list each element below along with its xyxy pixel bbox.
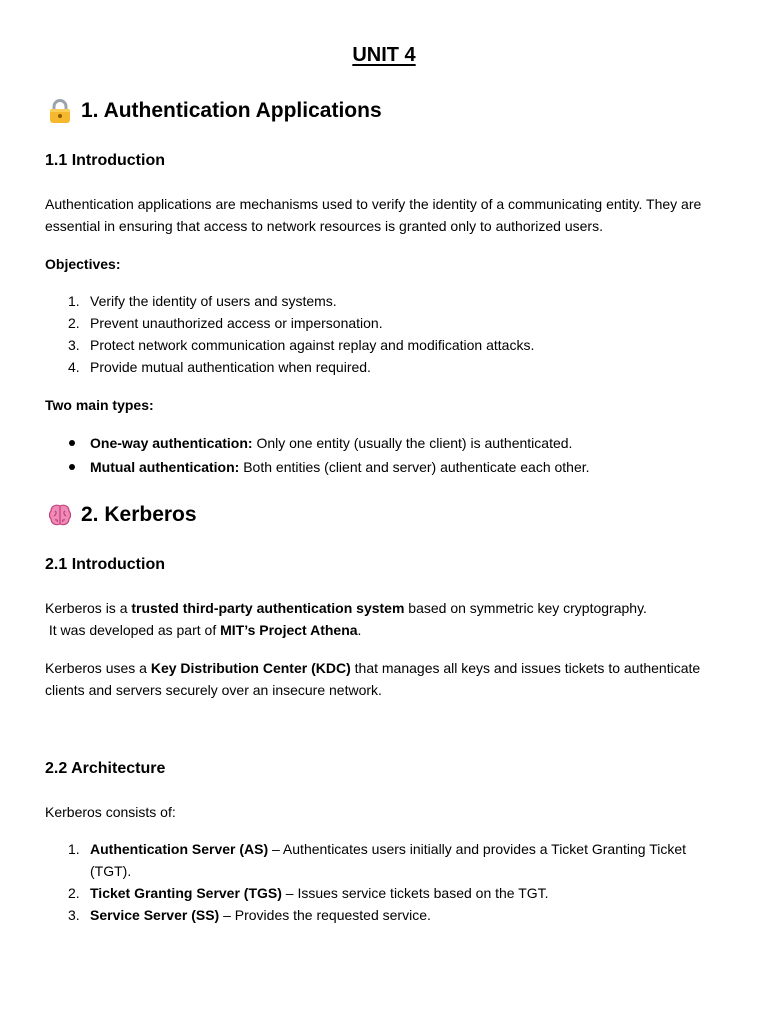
unit-title: UNIT 4	[352, 44, 416, 66]
list-item	[68, 334, 720, 356]
text-run-bold: MIT’s Project Athena	[220, 622, 358, 638]
list-text: Verify the identity of users and systems.	[90, 293, 337, 309]
list-number: 3.	[68, 907, 80, 923]
list-text: Protect network communication against replay and modification attacks.	[90, 337, 535, 353]
list-number: 3.	[68, 337, 80, 353]
section1-subheading: 1.1 Introduction	[45, 152, 165, 169]
kerberos-intro-line2	[45, 619, 725, 641]
kerberos-intro-line1	[45, 597, 725, 619]
list-item	[68, 312, 720, 334]
list-number: 2.	[68, 885, 80, 901]
list-number: 2.	[68, 315, 80, 331]
section2-title: 2. Kerberos	[81, 503, 197, 526]
objectives-label: Objectives:	[45, 256, 121, 272]
list-text: Provide mutual authentication when required.	[90, 359, 371, 375]
consists-text: Kerberos consists of:	[45, 804, 176, 820]
component-desc: – Authenticates users initially and provides a Ticket Granting Ticket (TGT).	[90, 841, 687, 879]
component-name: Ticket Granting Server (TGS)	[90, 885, 282, 901]
list-item	[68, 882, 720, 904]
component-desc: – Issues service tickets based on the TGT.	[281, 885, 549, 901]
text-run: Kerberos uses a	[45, 660, 151, 676]
list-item	[68, 356, 720, 378]
bullet-item	[90, 456, 720, 478]
list-number: 1.	[68, 841, 80, 857]
text-run: based on symmetric key cryptography.	[404, 600, 647, 616]
section1-intro: Authentication applications are mechanisms used to verify the identity of a communicating entity. They are essential in ensuring that access to network resources is granted only to authorized users.	[45, 196, 702, 234]
bullet-term: One-way authentication:	[90, 435, 253, 451]
list-text: Prevent unauthorized access or impersonation.	[90, 315, 383, 331]
section2-heading	[47, 502, 197, 528]
brain-icon	[47, 502, 73, 528]
bullet-icon	[69, 440, 75, 446]
list-item	[68, 290, 720, 312]
section1-heading	[47, 98, 382, 124]
component-desc: – Provides the requested service.	[219, 907, 431, 923]
text-run-bold: trusted third-party authentication system	[131, 600, 405, 616]
section1-title: 1. Authentication Applications	[81, 99, 382, 122]
lock-icon	[47, 98, 73, 124]
component-name: Authentication Server (AS)	[90, 841, 269, 857]
bullet-item	[90, 432, 720, 454]
component-name: Service Server (SS)	[90, 907, 220, 923]
section2-subheading: 2.1 Introduction	[45, 556, 165, 573]
types-label: Two main types:	[45, 397, 154, 413]
bullet-text: Both entities (client and server) authenticate each other.	[239, 459, 590, 475]
bullet-term: Mutual authentication:	[90, 459, 240, 475]
list-item	[68, 904, 720, 926]
text-run: Kerberos is a	[45, 600, 132, 616]
list-item	[68, 838, 720, 882]
bullet-icon	[69, 464, 75, 470]
text-run: .	[357, 622, 362, 638]
text-run: that manages all keys and issues tickets to authenticate clients and servers securely over an insecure network.	[45, 660, 701, 698]
bullet-text: Only one entity (usually the client) is authenticated.	[252, 435, 573, 451]
list-number: 4.	[68, 359, 80, 375]
architecture-subheading: 2.2 Architecture	[45, 760, 166, 777]
list-number: 1.	[68, 293, 80, 309]
kdc-paragraph	[45, 657, 725, 701]
text-run-bold: Key Distribution Center (KDC)	[150, 660, 351, 676]
text-run: It was developed as part of	[45, 622, 221, 638]
